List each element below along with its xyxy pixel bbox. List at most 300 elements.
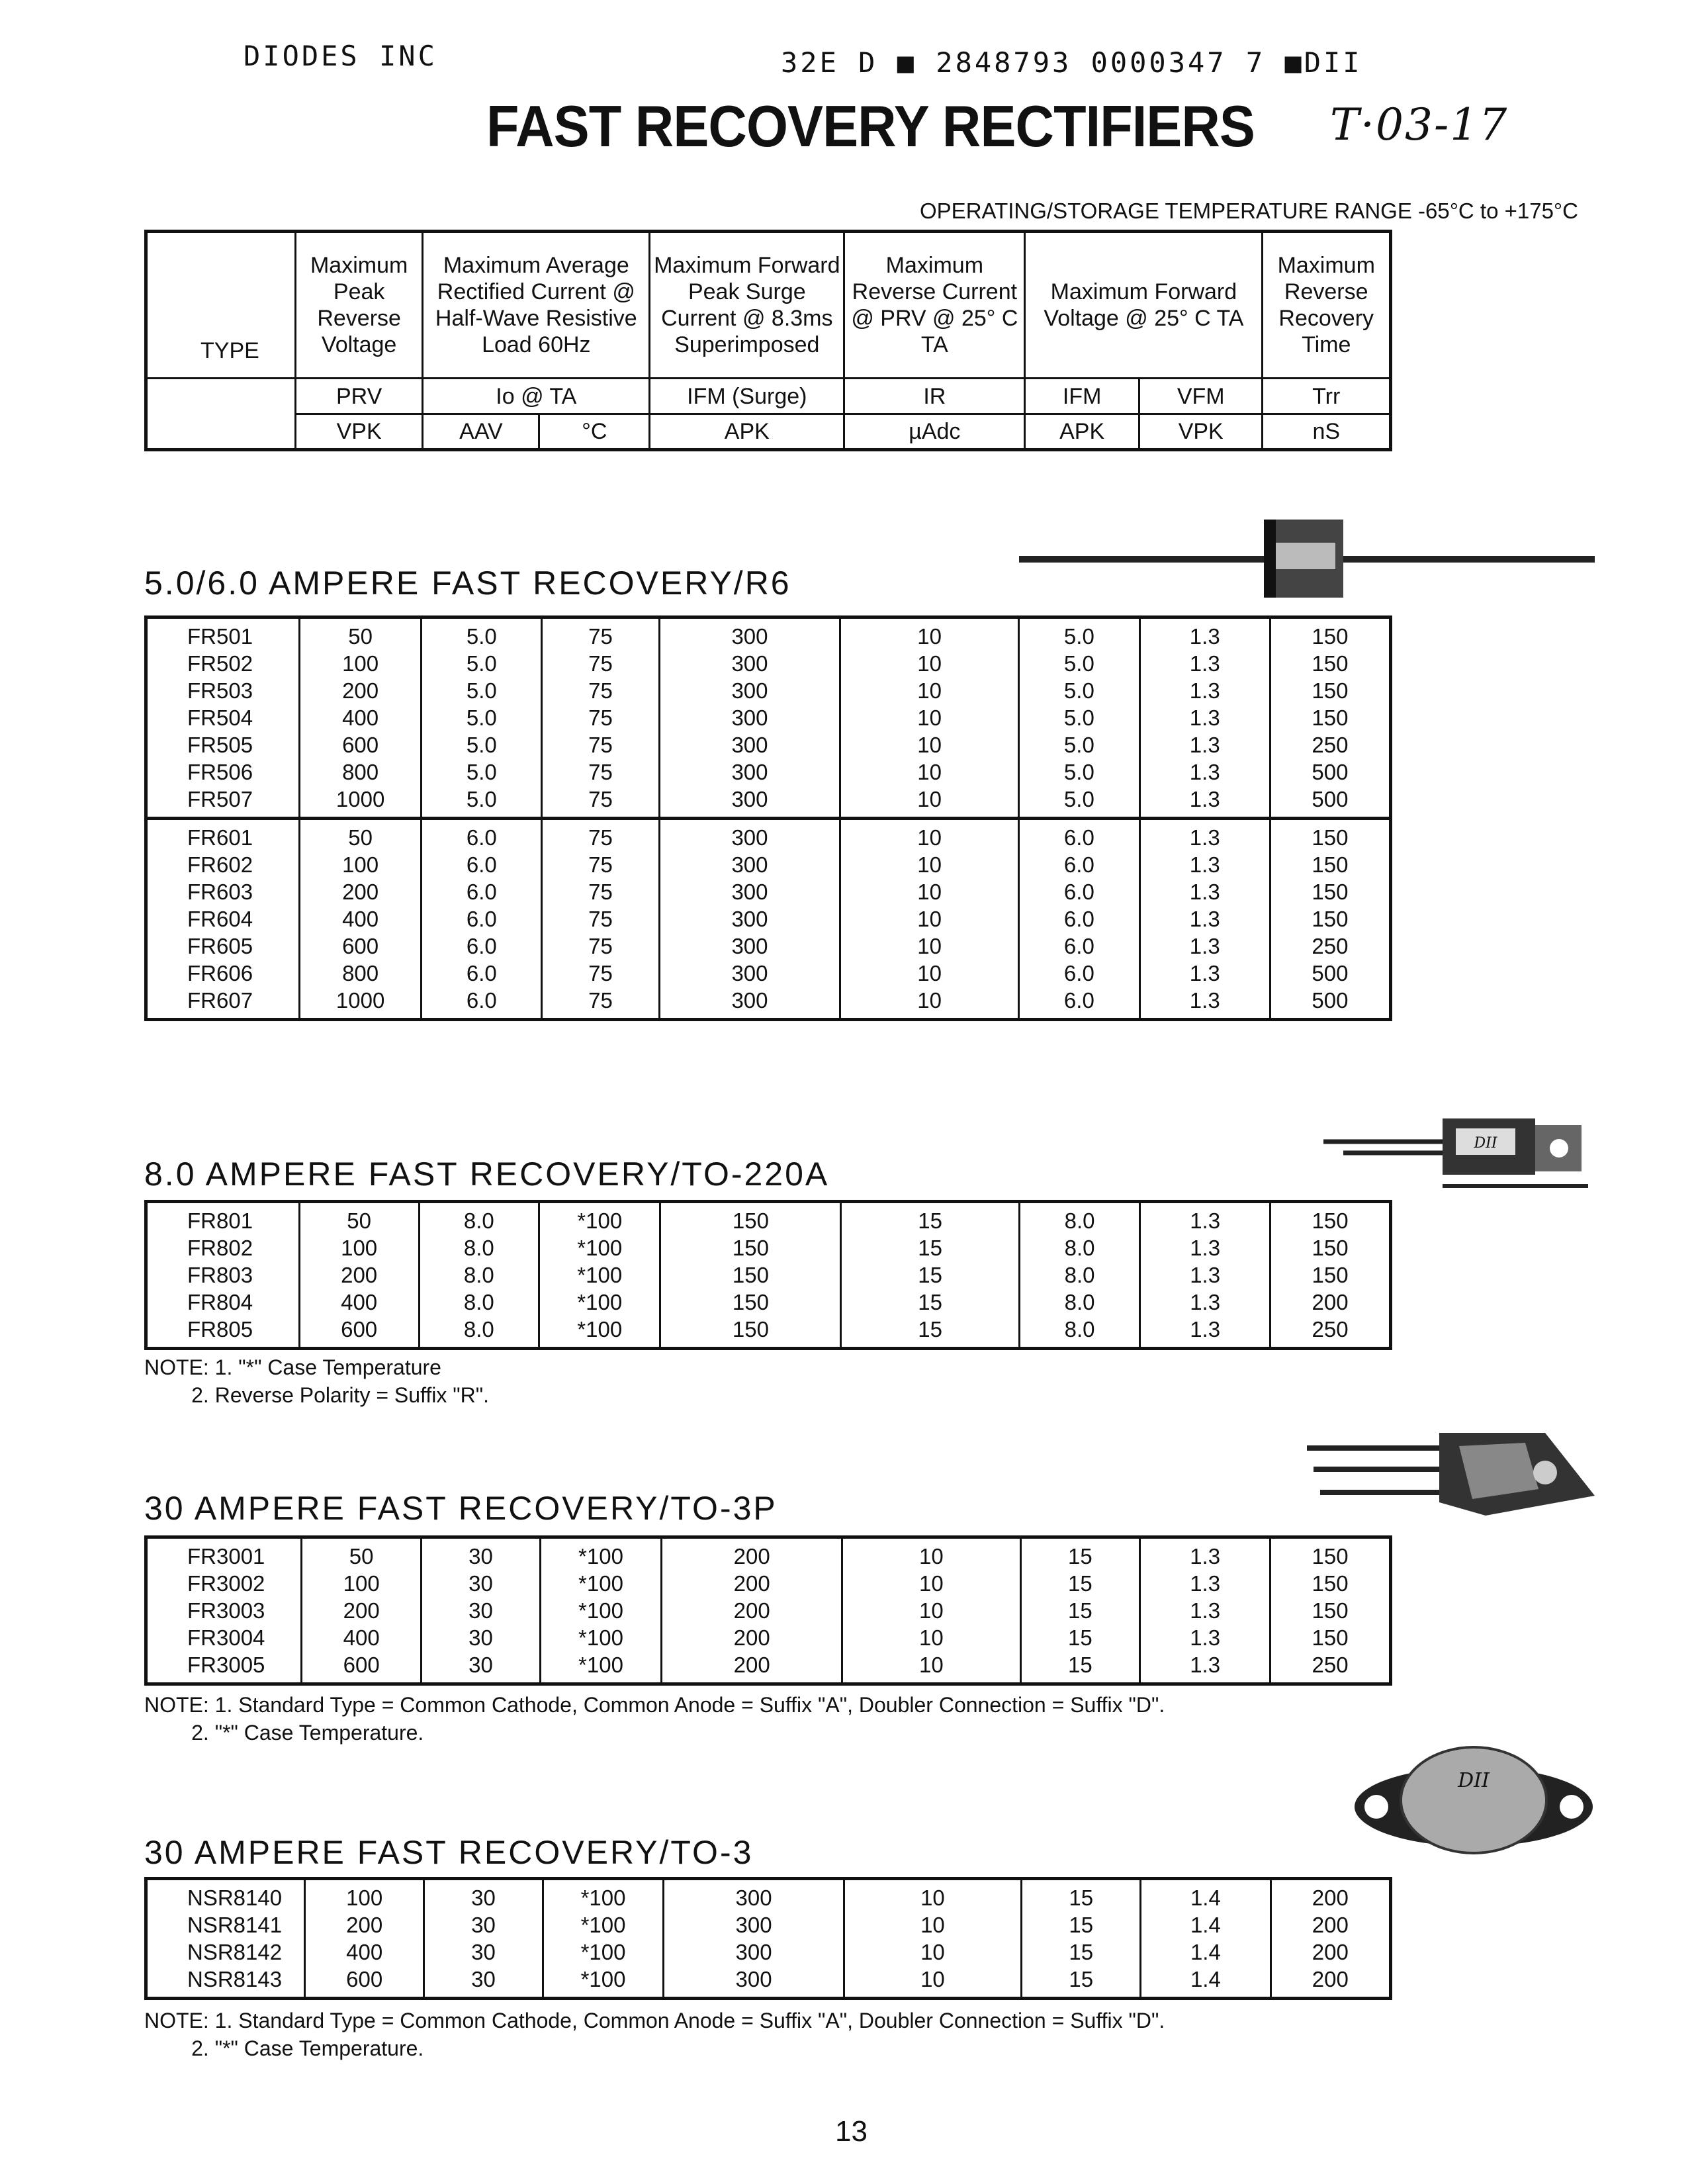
cell-io: 6.0 [422, 878, 542, 905]
cell-ta: 75 [542, 704, 660, 731]
cell-surge: 300 [664, 1911, 844, 1938]
cell-vfm: 1.3 [1139, 758, 1270, 786]
cell-trr: 500 [1270, 758, 1390, 786]
to220-marking: DII [1474, 1135, 1497, 1152]
cell-type: NSR8142 [146, 1938, 305, 1966]
cell-prv: 1000 [299, 786, 422, 819]
table-row [146, 731, 1391, 758]
cell-trr: 500 [1270, 960, 1390, 987]
cell-io: 30 [424, 1911, 543, 1938]
cell-ta: 75 [542, 731, 660, 758]
cell-ir: 15 [841, 1234, 1019, 1261]
table-to220a [144, 1200, 1392, 1350]
cell-ifm: 5.0 [1019, 704, 1140, 731]
cell-trr: 150 [1270, 1234, 1391, 1261]
cell-prv: 100 [305, 1879, 424, 1912]
cell-ifm: 6.0 [1019, 905, 1140, 933]
cell-ta: *100 [539, 1261, 660, 1289]
cell-surge: 150 [660, 1234, 841, 1261]
cell-ta: 75 [542, 650, 660, 677]
section-title-to3: 30 AMPERE FAST RECOVERY/TO-3 [144, 1834, 754, 1871]
unit-trr: nS [1263, 414, 1391, 450]
cell-ir: 10 [840, 617, 1019, 651]
cell-ta: *100 [543, 1911, 664, 1938]
table-row [146, 905, 1391, 933]
cell-io: 6.0 [422, 905, 542, 933]
cell-ifm: 8.0 [1019, 1289, 1139, 1316]
cell-ir: 15 [841, 1202, 1019, 1235]
temperature-range: OPERATING/STORAGE TEMPERATURE RANGE -65°C to +175°C [920, 199, 1578, 223]
cell-ifm: 8.0 [1019, 1261, 1139, 1289]
cell-ir: 10 [842, 1651, 1020, 1684]
cell-vfm: 1.3 [1140, 1651, 1270, 1684]
symbol-io: Io @ TA [423, 379, 650, 414]
cell-vfm: 1.3 [1140, 1316, 1270, 1349]
cell-trr: 150 [1270, 650, 1390, 677]
cell-trr: 150 [1270, 878, 1390, 905]
cell-prv: 400 [299, 1289, 419, 1316]
cell-surge: 300 [659, 704, 840, 731]
cell-trr: 150 [1270, 1202, 1391, 1235]
cell-io: 30 [422, 1624, 541, 1651]
cell-trr: 200 [1270, 1289, 1391, 1316]
cell-ta: 75 [542, 786, 660, 819]
cell-vfm: 1.3 [1139, 878, 1270, 905]
table-row [146, 758, 1391, 786]
r6-package-icon [1019, 513, 1595, 606]
cell-vfm: 1.3 [1140, 1261, 1270, 1289]
cell-prv: 200 [299, 1261, 419, 1289]
cell-prv: 50 [299, 1202, 419, 1235]
cell-ta: *100 [540, 1570, 661, 1597]
symbol-vfm: VFM [1139, 379, 1263, 414]
cell-surge: 300 [659, 960, 840, 987]
cell-surge: 300 [659, 905, 840, 933]
cell-ta: *100 [540, 1651, 661, 1684]
cell-ifm: 15 [1022, 1879, 1141, 1912]
table-row [146, 1966, 1391, 1999]
cell-ir: 10 [840, 704, 1019, 731]
cell-trr: 150 [1270, 905, 1390, 933]
cell-trr: 250 [1270, 933, 1390, 960]
company-name: DIODES INC [244, 40, 437, 72]
cell-io: 6.0 [422, 933, 542, 960]
table-row [146, 617, 1391, 651]
table-r6 [144, 615, 1392, 1021]
table-row [146, 704, 1391, 731]
cell-ifm: 15 [1022, 1938, 1141, 1966]
cell-surge: 300 [664, 1938, 844, 1966]
cell-ifm: 5.0 [1019, 758, 1140, 786]
cell-prv: 200 [299, 878, 422, 905]
cell-trr: 150 [1270, 1597, 1391, 1624]
cell-ifm: 5.0 [1019, 617, 1140, 651]
cell-surge: 300 [659, 933, 840, 960]
cell-surge: 300 [659, 617, 840, 651]
cell-ir: 10 [840, 758, 1019, 786]
col-type-label: TYPE [201, 338, 259, 363]
table-row [146, 650, 1391, 677]
table-row [146, 677, 1391, 704]
cell-ir: 10 [844, 1911, 1022, 1938]
cell-ta: 75 [542, 851, 660, 878]
table-row [146, 1911, 1391, 1938]
cell-surge: 200 [662, 1570, 842, 1597]
cell-ir: 10 [840, 677, 1019, 704]
cell-ifm: 5.0 [1019, 786, 1140, 819]
cell-ta: *100 [540, 1537, 661, 1570]
cell-ta: *100 [539, 1316, 660, 1349]
table-row [146, 1570, 1391, 1597]
cell-type: FR504 [146, 704, 300, 731]
unit-surge: APK [650, 414, 844, 450]
cell-prv: 50 [299, 617, 422, 651]
cell-prv: 200 [302, 1597, 422, 1624]
cell-type: FR601 [146, 819, 300, 852]
cell-vfm: 1.3 [1139, 905, 1270, 933]
col-io-header: Maximum Average Rectified Current @ Half-Wave Resistive Load 60Hz [423, 232, 650, 379]
symbol-ifm: IFM [1025, 379, 1139, 414]
cell-ifm: 15 [1020, 1624, 1140, 1651]
cell-vfm: 1.3 [1139, 617, 1270, 651]
cell-surge: 200 [662, 1651, 842, 1684]
table-row [146, 987, 1391, 1020]
cell-prv: 50 [302, 1537, 422, 1570]
cell-ir: 10 [840, 878, 1019, 905]
cell-vfm: 1.3 [1140, 1597, 1270, 1624]
cell-surge: 200 [662, 1537, 842, 1570]
cell-ifm: 15 [1020, 1570, 1140, 1597]
cell-vfm: 1.4 [1141, 1911, 1270, 1938]
cell-type: FR506 [146, 758, 300, 786]
table-to3p [144, 1535, 1392, 1686]
cell-prv: 100 [299, 1234, 419, 1261]
col-vfm-header: Maximum Forward Voltage @ 25° C TA [1025, 232, 1263, 379]
cell-vfm: 1.3 [1140, 1202, 1270, 1235]
cell-io: 8.0 [419, 1234, 539, 1261]
cell-type: FR502 [146, 650, 300, 677]
cell-ir: 10 [842, 1597, 1020, 1624]
note-to220a: NOTE: 1. "*" Case Temperature 2. Reverse Polarity = Suffix "R". [144, 1355, 489, 1407]
page-number: 13 [835, 2115, 868, 2148]
cell-vfm: 1.3 [1139, 731, 1270, 758]
cell-ir: 10 [840, 819, 1019, 852]
cell-type: FR3005 [146, 1651, 302, 1684]
cell-trr: 200 [1270, 1911, 1390, 1938]
cell-ta: *100 [543, 1879, 664, 1912]
cell-surge: 300 [664, 1966, 844, 1999]
cell-prv: 200 [305, 1911, 424, 1938]
cell-vfm: 1.3 [1139, 786, 1270, 819]
cell-surge: 300 [659, 819, 840, 852]
cell-trr: 500 [1270, 987, 1390, 1020]
cell-vfm: 1.3 [1140, 1289, 1270, 1316]
cell-ir: 10 [842, 1624, 1020, 1651]
cell-ir: 15 [841, 1261, 1019, 1289]
cell-ifm: 6.0 [1019, 960, 1140, 987]
cell-surge: 300 [659, 731, 840, 758]
cell-ta: 75 [542, 878, 660, 905]
table-row [146, 1597, 1391, 1624]
table-row [146, 960, 1391, 987]
cell-trr: 150 [1270, 617, 1390, 651]
cell-ifm: 15 [1022, 1911, 1141, 1938]
cell-ir: 10 [840, 960, 1019, 987]
cell-vfm: 1.3 [1139, 704, 1270, 731]
unit-io: AAV [423, 414, 539, 450]
to3-package-icon [1350, 1737, 1598, 1863]
cell-prv: 600 [302, 1651, 422, 1684]
cell-surge: 300 [659, 987, 840, 1020]
cell-ta: *100 [539, 1202, 660, 1235]
cell-ta: 75 [542, 758, 660, 786]
col-ir-label: Maximum Reverse Current @ PRV @ 25° C TA [851, 253, 1018, 357]
document-code: 32E D ■ 2848793 0000347 7 ■DII [781, 46, 1362, 79]
cell-trr: 150 [1270, 851, 1390, 878]
cell-vfm: 1.3 [1140, 1624, 1270, 1651]
to3-marking: DII [1458, 1769, 1490, 1792]
section-title-to3p: 30 AMPERE FAST RECOVERY/TO-3P [144, 1490, 778, 1527]
cell-io: 8.0 [419, 1289, 539, 1316]
col-prv-header: Maximum Peak Reverse Voltage [295, 232, 422, 379]
cell-trr: 150 [1270, 1624, 1391, 1651]
cell-type: FR501 [146, 617, 300, 651]
col-ir-header [844, 232, 1025, 379]
cell-trr: 500 [1270, 786, 1390, 819]
cell-ifm: 5.0 [1019, 731, 1140, 758]
table-row [146, 851, 1391, 878]
cell-type: FR804 [146, 1289, 300, 1316]
col-type-header [146, 232, 296, 379]
cell-ir: 10 [844, 1938, 1022, 1966]
cell-prv: 1000 [299, 987, 422, 1020]
cell-ta: 75 [542, 819, 660, 852]
cell-io: 6.0 [422, 819, 542, 852]
cell-trr: 200 [1270, 1879, 1390, 1912]
cell-trr: 150 [1270, 677, 1390, 704]
section-title-to220a: 8.0 AMPERE FAST RECOVERY/TO-220A [144, 1156, 830, 1193]
cell-ir: 10 [840, 905, 1019, 933]
cell-ir: 10 [840, 731, 1019, 758]
symbol-prv: PRV [295, 379, 422, 414]
cell-type: FR3003 [146, 1597, 302, 1624]
cell-trr: 250 [1270, 731, 1390, 758]
cell-ifm: 8.0 [1019, 1234, 1139, 1261]
cell-surge: 150 [660, 1202, 841, 1235]
cell-ir: 10 [844, 1879, 1022, 1912]
cell-vfm: 1.4 [1141, 1879, 1270, 1912]
cell-vfm: 1.3 [1139, 650, 1270, 677]
cell-ta: *100 [539, 1289, 660, 1316]
cell-prv: 50 [299, 819, 422, 852]
to220-package-icon [1323, 1112, 1588, 1191]
col-trr-header: Maximum Reverse Recovery Time [1263, 232, 1391, 379]
cell-surge: 300 [659, 677, 840, 704]
table-row [146, 819, 1391, 852]
cell-ta: *100 [543, 1966, 664, 1999]
cell-prv: 400 [305, 1938, 424, 1966]
table-row [146, 1537, 1391, 1570]
cell-ifm: 15 [1020, 1537, 1140, 1570]
cell-ta: *100 [539, 1234, 660, 1261]
cell-type: NSR8141 [146, 1911, 305, 1938]
cell-ifm: 8.0 [1019, 1316, 1139, 1349]
cell-vfm: 1.3 [1139, 677, 1270, 704]
to3p-package-icon [1307, 1430, 1595, 1519]
cell-prv: 400 [299, 905, 422, 933]
cell-io: 5.0 [422, 677, 542, 704]
unit-ifm: APK [1025, 414, 1139, 450]
cell-ifm: 15 [1020, 1597, 1140, 1624]
cell-prv: 100 [299, 851, 422, 878]
cell-ta: *100 [540, 1597, 661, 1624]
cell-ifm: 6.0 [1019, 987, 1140, 1020]
unit-ta: °C [539, 414, 650, 450]
table-row [146, 1316, 1391, 1349]
page-title: FAST RECOVERY RECTIFIERS [486, 93, 1255, 159]
cell-ta: 75 [542, 933, 660, 960]
cell-vfm: 1.3 [1139, 960, 1270, 987]
table-row [146, 878, 1391, 905]
cell-vfm: 1.3 [1139, 819, 1270, 852]
cell-io: 30 [424, 1879, 543, 1912]
symbol-trr: Trr [1263, 379, 1391, 414]
cell-surge: 150 [660, 1261, 841, 1289]
cell-ifm: 6.0 [1019, 851, 1140, 878]
cell-type: FR3001 [146, 1537, 302, 1570]
cell-prv: 800 [299, 960, 422, 987]
cell-trr: 150 [1270, 819, 1390, 852]
cell-vfm: 1.3 [1140, 1234, 1270, 1261]
cell-vfm: 1.3 [1140, 1570, 1270, 1597]
cell-ifm: 15 [1022, 1966, 1141, 1999]
cell-trr: 150 [1270, 1537, 1391, 1570]
cell-io: 5.0 [422, 704, 542, 731]
cell-io: 30 [424, 1938, 543, 1966]
cell-ir: 10 [842, 1570, 1020, 1597]
cell-ifm: 6.0 [1019, 819, 1140, 852]
cell-ir: 10 [844, 1966, 1022, 1999]
cell-prv: 600 [299, 1316, 419, 1349]
cell-surge: 300 [659, 878, 840, 905]
cell-io: 5.0 [422, 650, 542, 677]
cell-ta: 75 [542, 677, 660, 704]
cell-surge: 300 [664, 1879, 844, 1912]
cell-type: FR606 [146, 960, 300, 987]
cell-type: FR805 [146, 1316, 300, 1349]
cell-vfm: 1.4 [1141, 1966, 1270, 1999]
cell-io: 8.0 [419, 1202, 539, 1235]
cell-type: FR607 [146, 987, 300, 1020]
cell-surge: 300 [659, 758, 840, 786]
cell-surge: 200 [662, 1597, 842, 1624]
table-row [146, 786, 1391, 819]
table-row [146, 1624, 1391, 1651]
cell-io: 8.0 [419, 1261, 539, 1289]
cell-io: 5.0 [422, 731, 542, 758]
cell-ir: 10 [840, 987, 1019, 1020]
cell-vfm: 1.3 [1139, 987, 1270, 1020]
cell-io: 5.0 [422, 786, 542, 819]
unit-prv: VPK [295, 414, 422, 450]
col-surge-header: Maximum Forward Peak Surge Current @ 8.3ms Superimposed [650, 232, 844, 379]
cell-surge: 150 [660, 1289, 841, 1316]
cell-ir: 15 [841, 1289, 1019, 1316]
cell-type: FR603 [146, 878, 300, 905]
table-row [146, 1289, 1391, 1316]
cell-ir: 10 [840, 786, 1019, 819]
cell-trr: 200 [1270, 1966, 1390, 1999]
cell-type: NSR8143 [146, 1966, 305, 1999]
cell-io: 6.0 [422, 851, 542, 878]
cell-ir: 10 [842, 1537, 1020, 1570]
cell-ta: 75 [542, 617, 660, 651]
cell-vfm: 1.3 [1139, 851, 1270, 878]
table-to3 [144, 1877, 1392, 2000]
cell-type: FR602 [146, 851, 300, 878]
cell-io: 30 [422, 1570, 541, 1597]
table-row [146, 933, 1391, 960]
cell-surge: 200 [662, 1624, 842, 1651]
table-row [146, 1261, 1391, 1289]
unit-ir: µAdc [844, 414, 1025, 450]
cell-io: 6.0 [422, 987, 542, 1020]
cell-io: 30 [422, 1537, 541, 1570]
cell-type: FR507 [146, 786, 300, 819]
cell-ir: 10 [840, 851, 1019, 878]
handwritten-note: T·03-17 [1330, 99, 1509, 150]
note-to3: NOTE: 1. Standard Type = Common Cathode, Common Anode = Suffix "A", Doubler Connection = Suffix "D". 2. "*" Case Temperature. [144, 2009, 1165, 2060]
table-row [146, 1879, 1391, 1912]
cell-ifm: 6.0 [1019, 933, 1140, 960]
type-symbol-cell [146, 379, 296, 450]
cell-ta: *100 [540, 1624, 661, 1651]
cell-ta: 75 [542, 987, 660, 1020]
cell-trr: 250 [1270, 1316, 1391, 1349]
cell-surge: 300 [659, 786, 840, 819]
cell-vfm: 1.3 [1139, 933, 1270, 960]
cell-type: FR505 [146, 731, 300, 758]
cell-type: FR605 [146, 933, 300, 960]
section-title-r6: 5.0/6.0 AMPERE FAST RECOVERY/R6 [144, 565, 791, 602]
cell-ir: 10 [840, 933, 1019, 960]
cell-ir: 15 [841, 1316, 1019, 1349]
cell-io: 8.0 [419, 1316, 539, 1349]
cell-type: FR503 [146, 677, 300, 704]
unit-vfm: VPK [1139, 414, 1263, 450]
cell-ifm: 6.0 [1019, 878, 1140, 905]
cell-prv: 100 [302, 1570, 422, 1597]
cell-type: FR802 [146, 1234, 300, 1261]
symbol-ifm-surge: IFM (Surge) [650, 379, 844, 414]
cell-ir: 10 [840, 650, 1019, 677]
cell-type: FR803 [146, 1261, 300, 1289]
cell-surge: 150 [660, 1316, 841, 1349]
cell-prv: 600 [299, 731, 422, 758]
cell-io: 5.0 [422, 758, 542, 786]
cell-io: 30 [422, 1651, 541, 1684]
cell-io: 6.0 [422, 960, 542, 987]
cell-ifm: 5.0 [1019, 677, 1140, 704]
column-header-table [144, 230, 1392, 451]
cell-prv: 400 [299, 704, 422, 731]
cell-ifm: 15 [1020, 1651, 1140, 1684]
table-row [146, 1938, 1391, 1966]
cell-trr: 200 [1270, 1938, 1390, 1966]
cell-type: FR3004 [146, 1624, 302, 1651]
cell-prv: 600 [299, 933, 422, 960]
cell-io: 30 [424, 1966, 543, 1999]
